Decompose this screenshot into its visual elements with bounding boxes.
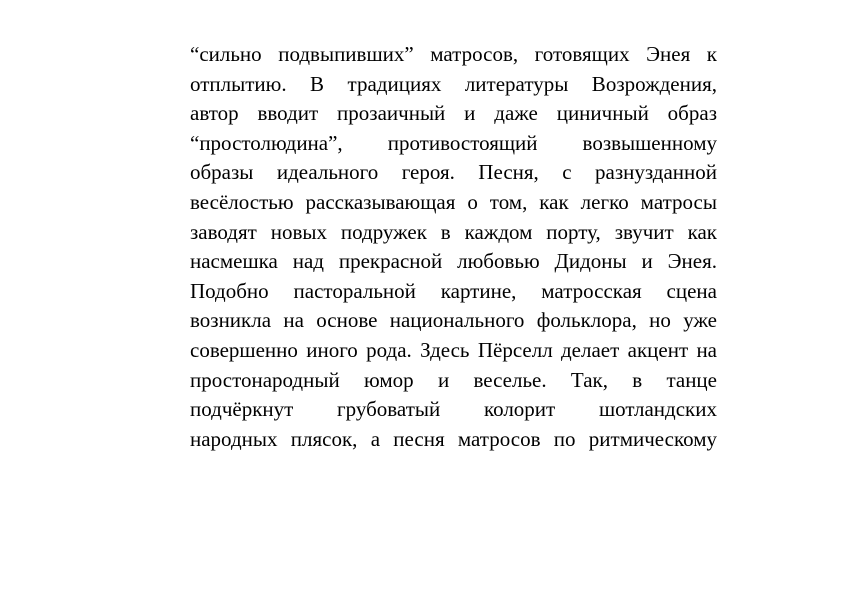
text-line: заводят новых подружек в каждом порту, звучит как bbox=[190, 219, 717, 244]
text-line: “сильно подвыпивших” матросов, готовящих Энея к bbox=[190, 42, 717, 66]
text-line: образы идеального героя. Песня, с разнузданной bbox=[190, 160, 717, 185]
text-line: весёлостью рассказывающая о том, как легко матросы bbox=[190, 189, 717, 214]
text-line: возникла на основе национального фольклора, но уже bbox=[190, 308, 717, 333]
text-line: автор вводит прозаичный и даже циничный образ bbox=[190, 101, 717, 126]
text-line: народных плясок, а песня матросов по ритмическому bbox=[190, 426, 717, 451]
text-line: отплытию. В традициях литературы Возрождения, bbox=[190, 71, 717, 96]
body-text bbox=[190, 40, 717, 454]
text-line: “простолюдина”, противостоящий возвышенному bbox=[190, 130, 717, 155]
text-line: насмешка над прекрасной любовью Дидоны и Энея. bbox=[190, 249, 717, 274]
text-line: подчёркнут грубоватый колорит шотландских bbox=[190, 397, 717, 422]
text-line: простонародный юмор и веселье. Так, в танце bbox=[190, 367, 717, 392]
text-line: Подобно пасторальной картине, матросская сцена bbox=[190, 278, 717, 303]
text-line: совершенно иного рода. Здесь Пёрселл делает акцент на bbox=[190, 337, 717, 362]
